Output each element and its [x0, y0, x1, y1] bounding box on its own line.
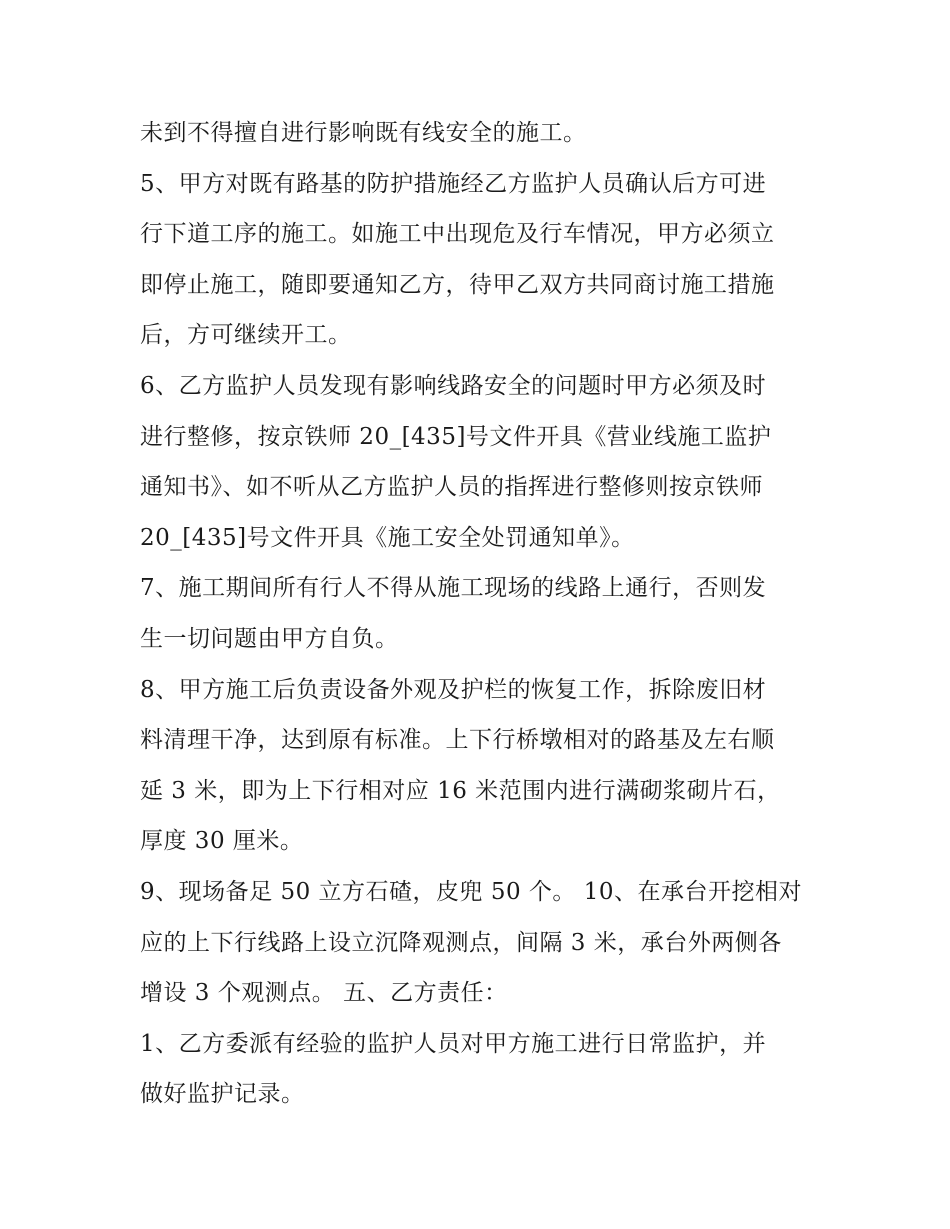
text-line: 后，方可继续开工。 — [140, 322, 352, 349]
text-line: 通知书》、如不听从乙方监护人员的指挥进行整修则按京铁师 — [140, 474, 763, 501]
text-line: 应的上下行线路上设立沉降观测点，间隔 3 米，承台外两侧各 — [140, 929, 782, 956]
paragraph-item-8 — [140, 665, 820, 867]
text-line: 20_[435]号文件开具《施工安全处罚通知单》。 — [140, 524, 635, 551]
paragraph-item-6 — [140, 361, 820, 563]
text-line: 做好监护记录。 — [140, 1081, 305, 1108]
text-line: 7、施工期间所有行人不得从施工现场的线路上通行，否则发 — [140, 575, 767, 602]
paragraph-party-b-item-1 — [140, 1019, 820, 1120]
text-line: 8、甲方施工后负责设备外观及护栏的恢复工作，拆除废旧材 — [140, 676, 767, 703]
document-body — [140, 108, 820, 1120]
paragraph-continuation — [140, 108, 820, 159]
text-line: 料清理干净，达到原有标准。上下行桥墩相对的路基及左右顺 — [140, 727, 775, 754]
text-line: 9、现场备足 50 立方石碴，皮兜 50 个。 10、在承台开挖相对 — [140, 878, 802, 905]
text-line: 未到不得擅自进行影响既有线安全的施工。 — [140, 120, 587, 146]
text-line: 厚度 30 厘米。 — [140, 828, 304, 855]
text-line: 5、甲方对既有路基的防护措施经乙方监护人员确认后方可进 — [140, 170, 767, 197]
text-line: 增设 3 个观测点。 五、乙方责任： — [140, 980, 508, 1007]
paragraph-item-9-10 — [140, 867, 820, 1019]
paragraph-item-7 — [140, 563, 820, 664]
text-line: 进行整修，按京铁师 20_[435]号文件开具《营业线施工监护 — [140, 423, 772, 450]
text-line: 6、乙方监护人员发现有影响线路安全的问题时甲方必须及时 — [140, 372, 767, 399]
text-line: 生一切问题由甲方自负。 — [140, 625, 399, 652]
text-line: 即停止施工，随即要通知乙方，待甲乙双方共同商讨施工措施 — [140, 271, 775, 298]
paragraph-item-5 — [140, 159, 820, 361]
text-line: 行下道工序的施工。如施工中出现危及行车情况，甲方必须立 — [140, 221, 775, 248]
text-line: 延 3 米，即为上下行相对应 16 米范围内进行满砌浆砌片石， — [140, 777, 781, 804]
text-line: 1、乙方委派有经验的监护人员对甲方施工进行日常监护，并 — [140, 1030, 767, 1057]
